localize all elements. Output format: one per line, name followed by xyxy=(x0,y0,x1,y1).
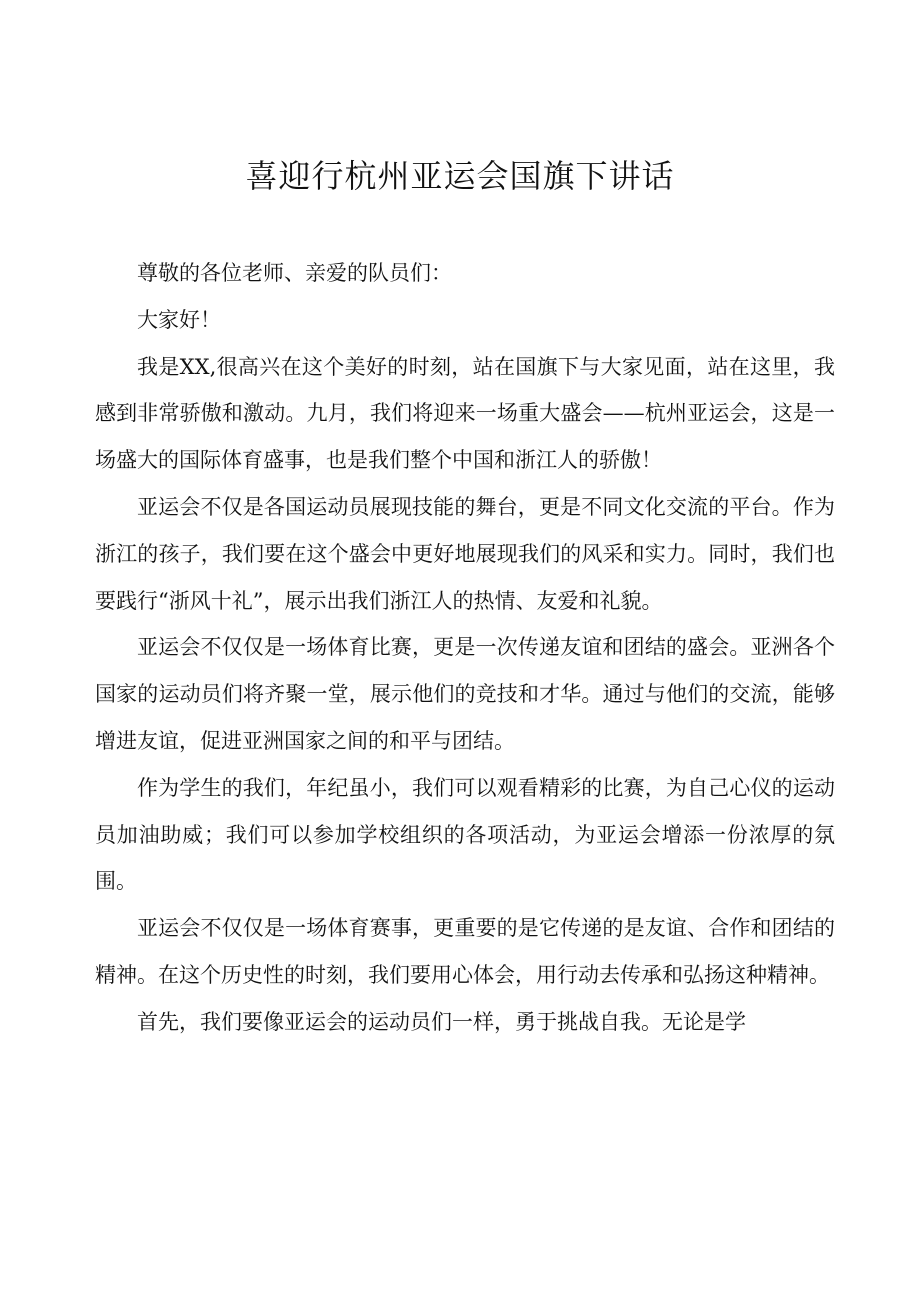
paragraph: 亚运会不仅是各国运动员展现技能的舞台，更是不同文化交流的平台。作为浙江的孩子，我们要在这个盛会中更好地展现我们的风采和实力。同时，我们也要践行“浙风十礼”，展示出我们浙江人的热情、友爱和礼貌。 xyxy=(95,494,835,613)
document-title: 喜迎行杭州亚运会国旗下讲话 xyxy=(245,157,675,195)
paragraph: 亚运会不仅仅是一场体育比赛，更是一次传递友谊和团结的盛会。亚洲各个国家的运动员们将齐聚一堂，展示他们的竞技和才华。通过与他们的交流，能够增进友谊，促进亚洲国家之间的和平与团结。 xyxy=(95,635,835,753)
paragraph: 首先，我们要像亚运会的运动员们一样，勇于挑战自我。无论是学 xyxy=(137,1009,746,1034)
document-body xyxy=(95,250,835,1046)
salutation: 尊敬的各位老师、亲爱的队员们： xyxy=(137,261,452,285)
paragraph: 我是XX,很高兴在这个美好的时刻，站在国旗下与大家见面，站在这里，我感到非常骄傲和激动。九月，我们将迎来一场重大盛会——杭州亚运会，这是一场盛大的国际体育盛事，也是我们整个中国和浙江人的骄傲！ xyxy=(95,354,835,473)
paragraph: 亚运会不仅仅是一场体育赛事，更重要的是它传递的是友谊、合作和团结的精神。在这个历史性的时刻，我们要用心体会，用行动去传承和弘扬这种精神。 xyxy=(95,916,835,987)
paragraph: 作为学生的我们，年纪虽小，我们可以观看精彩的比赛，为自己心仪的运动员加油助威；我们可以参加学校组织的各项活动，为亚运会增添一份浓厚的氛围。 xyxy=(95,775,835,894)
greeting: 大家好！ xyxy=(137,307,221,332)
